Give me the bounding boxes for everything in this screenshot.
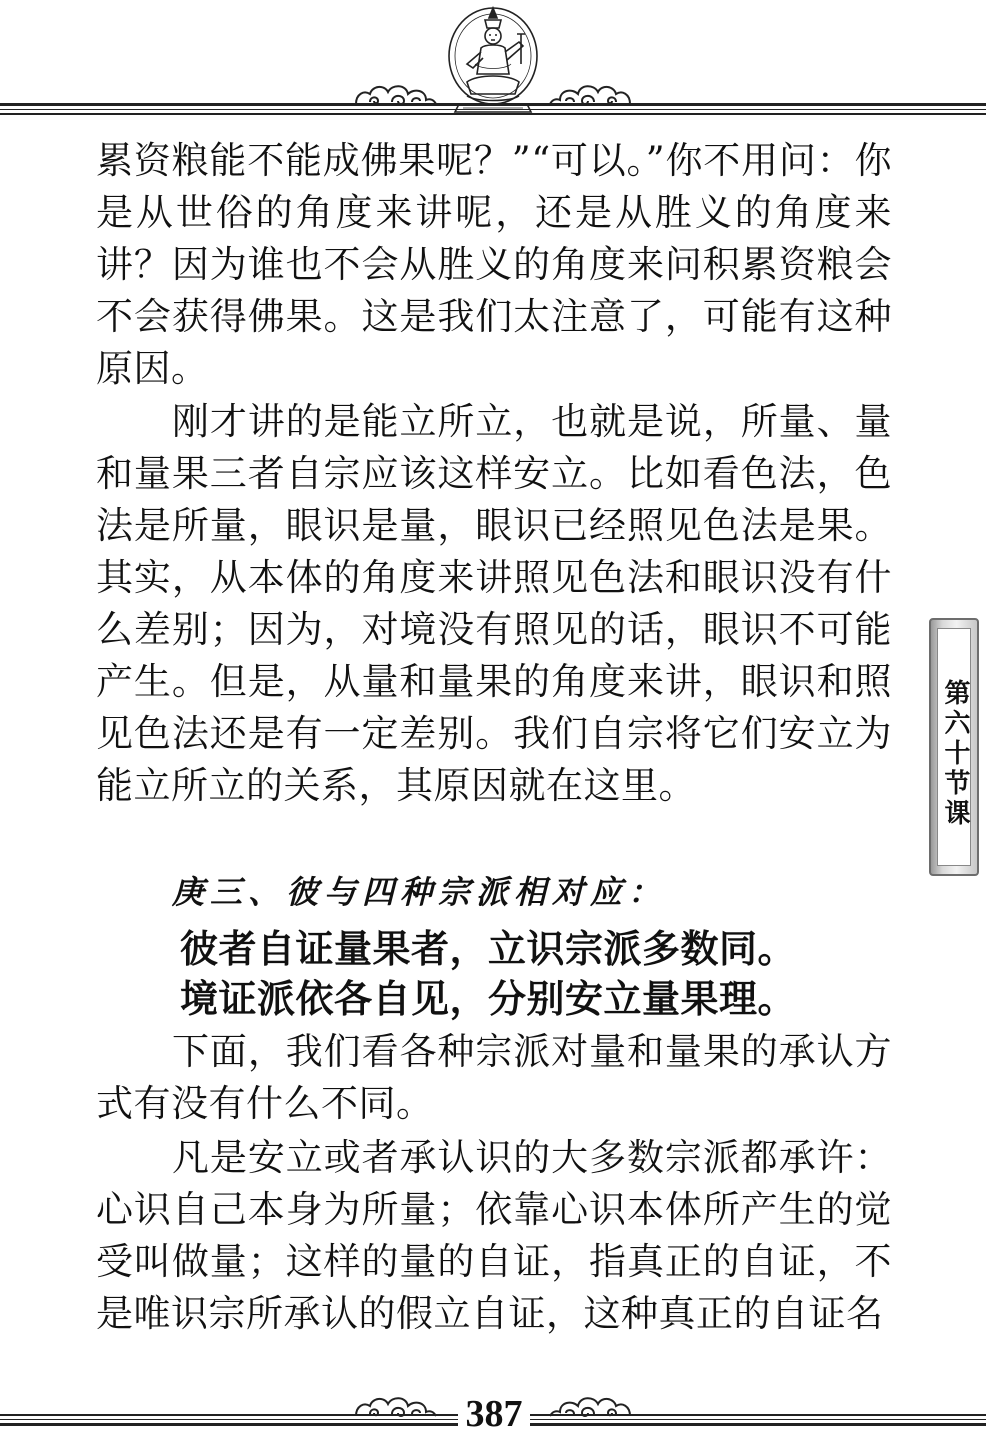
cloud-scroll-icon xyxy=(548,1392,634,1418)
verse-line: 彼者自证量果者，立识宗派多数同。 xyxy=(180,927,797,971)
page-header xyxy=(0,0,986,125)
seated-deity-icon xyxy=(437,4,549,120)
section-heading: 庚三、彼与四种宗派相对应： xyxy=(172,873,667,911)
chapter-side-tab xyxy=(929,618,979,876)
side-tab-label: 第六十节课 xyxy=(940,679,970,829)
page-number: 387 xyxy=(458,1392,530,1436)
cloud-scroll-icon xyxy=(548,80,634,106)
cloud-scroll-icon xyxy=(352,1392,438,1418)
cloud-scroll-icon xyxy=(352,80,438,106)
verse-line: 境证派依各自见，分别安立量果理。 xyxy=(180,977,797,1021)
paragraph: 凡是安立或者承认识的大多数宗派都承许：心识自己本身为所量；依靠心识本体所产生的觉受叫做量；这样的量的自证，指真正的自证，不是唯识宗所承认的假立自证，这种真正的自证名 xyxy=(96,1136,892,1335)
side-tab-panel xyxy=(937,628,971,866)
paragraph: 刚才讲的是能立所立，也就是说，所量、量和量果三者自宗应该这样安立。比如看色法，色法是所量，眼识是量，眼识已经照见色法是果。其实，从本体的角度来讲照见色法和眼识没有什么差别；因为，对境没有照见的话，眼识不可能产生。但是，从量和量果的角度来讲，眼识和照见色法还是有一定差别。我们自宗将它们安立为能立所立的关系，其原因就在这里。 xyxy=(96,400,892,807)
paragraph-continued: 累资粮能不能成佛果呢？”“可以。”你不用问：你是从世俗的角度来讲呢，还是从胜义的角度来讲？因为谁也不会从胜义的角度来问积累资粮会不会获得佛果。这是我们太注意了，可能有这种原因。 xyxy=(96,139,892,390)
paragraph: 下面，我们看各种宗派对量和量果的承认方式有没有什么不同。 xyxy=(96,1030,892,1125)
